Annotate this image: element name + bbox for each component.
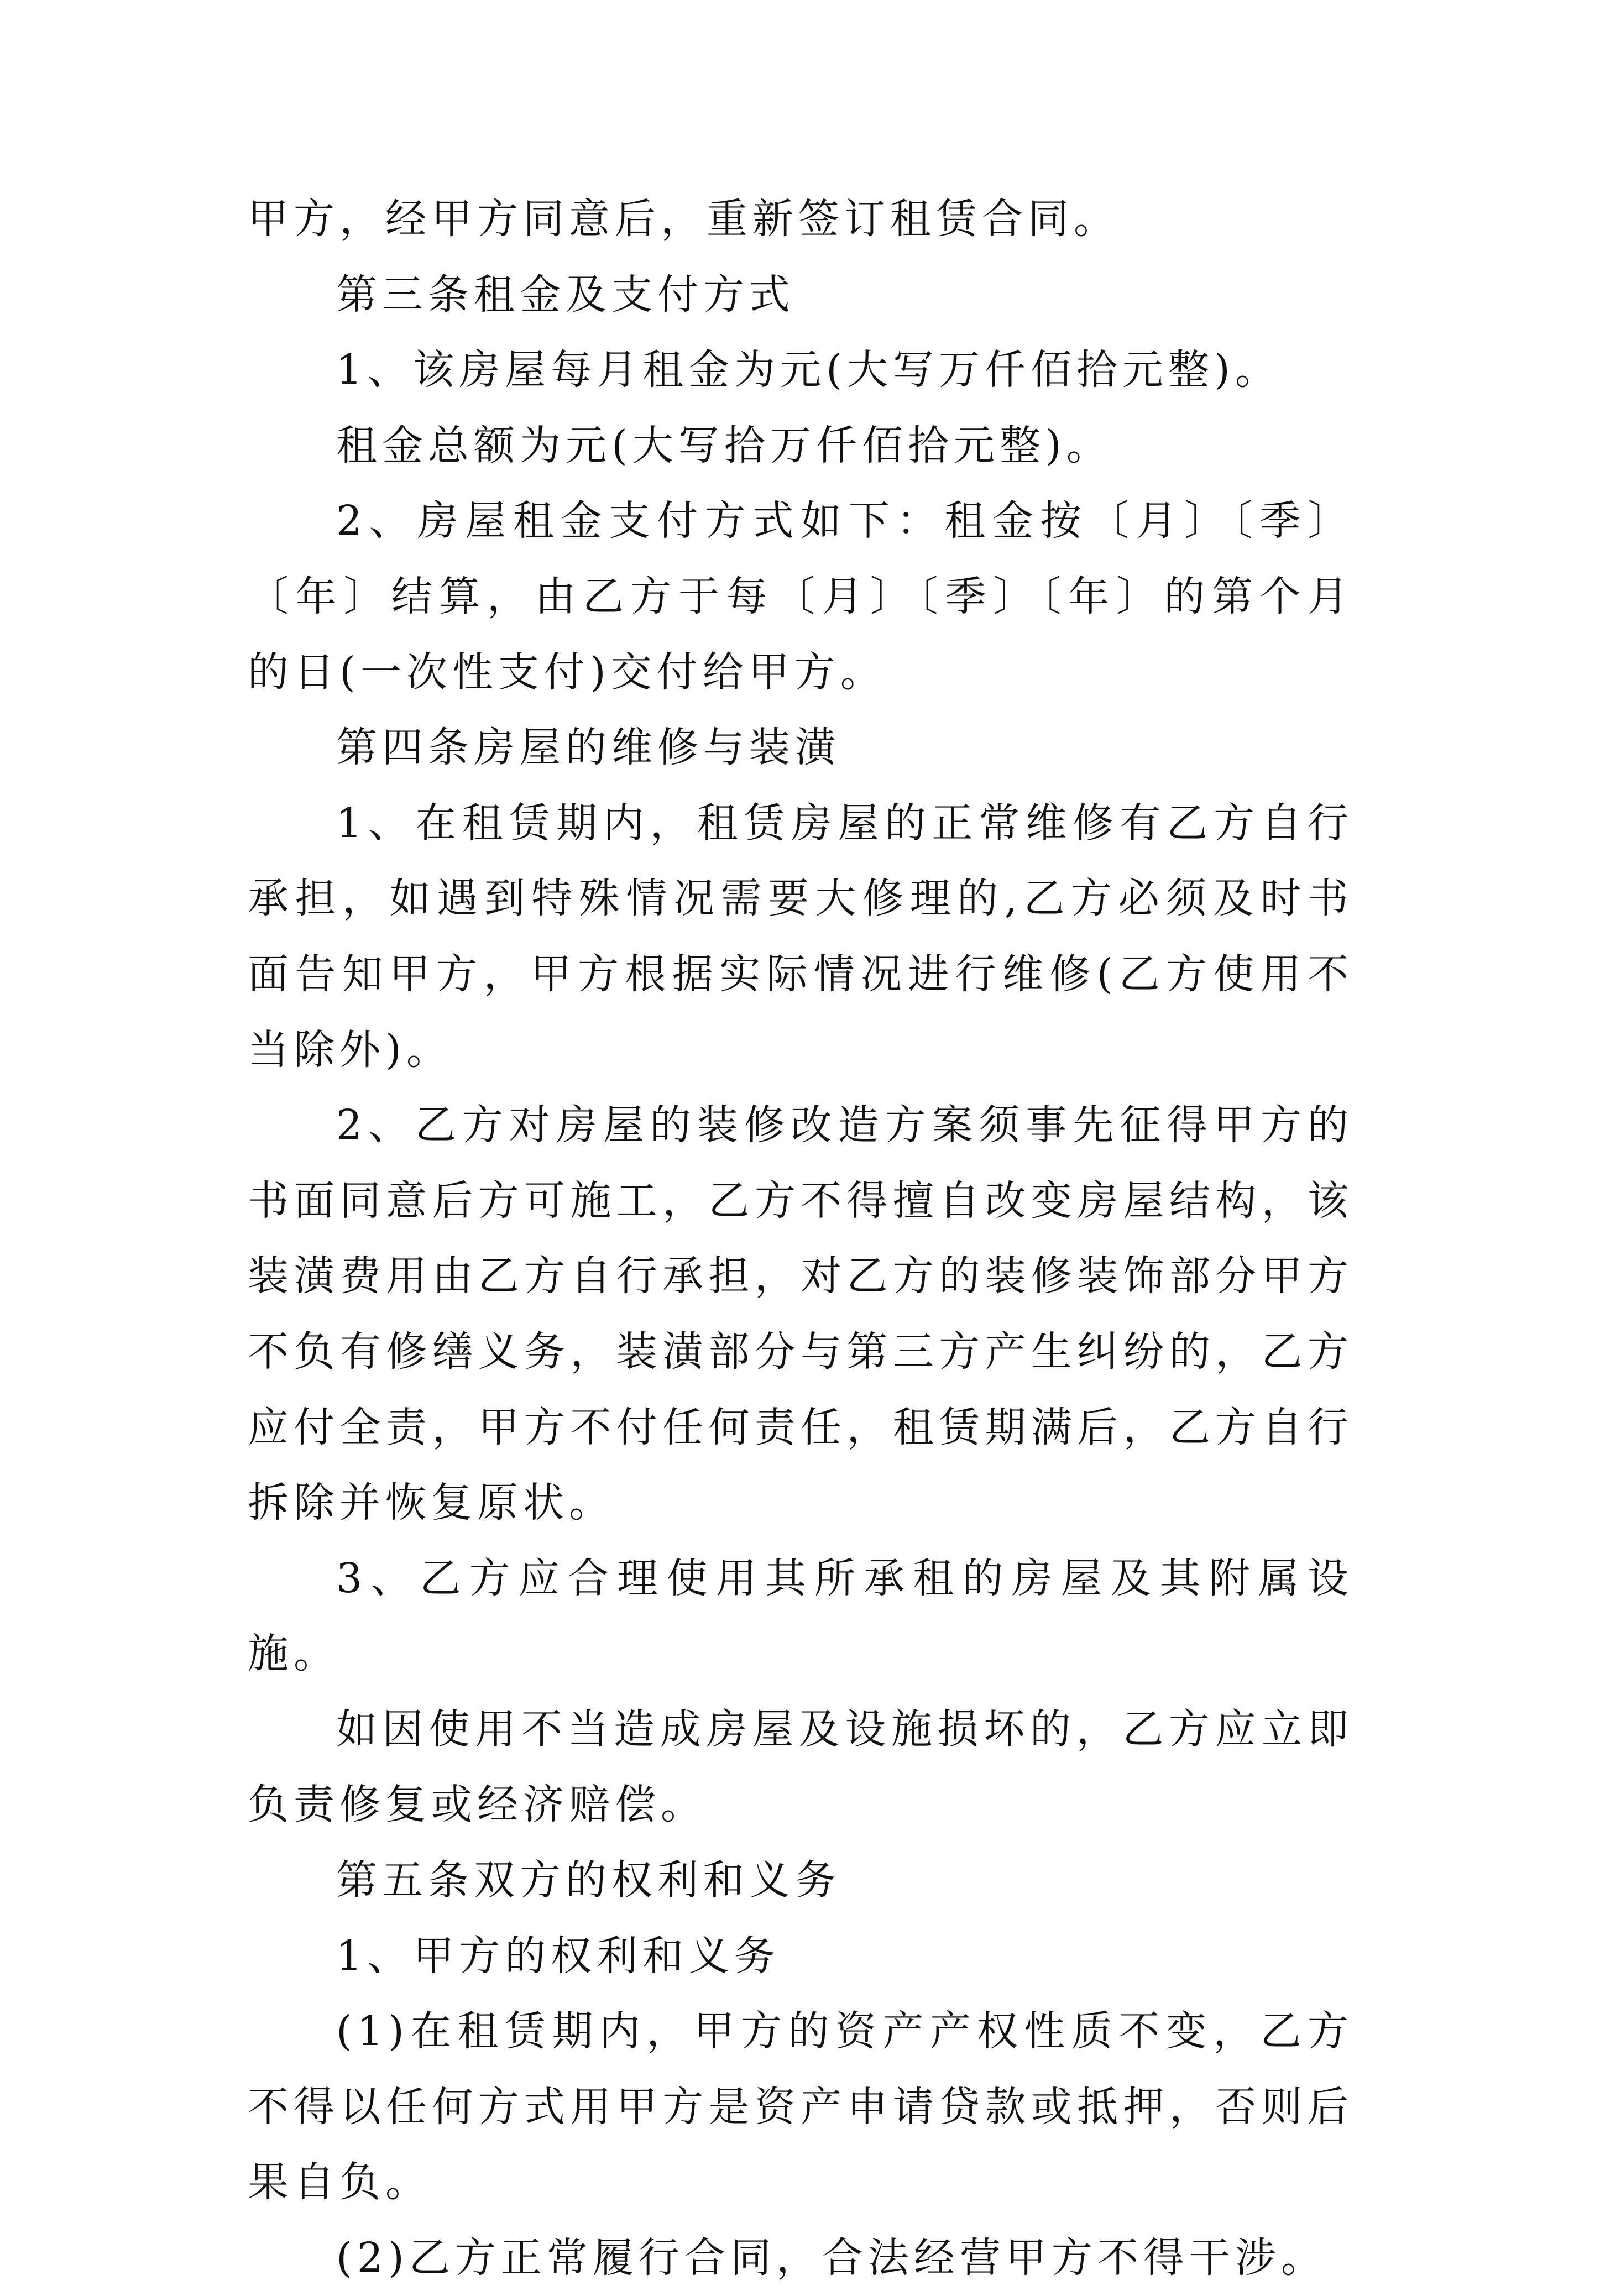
paragraph: 租金总额为元(大写拾万仟佰拾元整)。 <box>336 421 1112 469</box>
paragraph: 1、在租赁期内，租赁房屋的正常维修有乙方自行承担，如遇到特殊情况需要大修理的,乙方必须及时书面告知甲方，甲方根据实际情况进行维修(乙方使用不当除外)。 <box>248 799 1353 1074</box>
paragraph: 2、房屋租金支付方式如下：租金按〔月〕〔季〕〔年〕结算，由乙方于每〔月〕〔季〕〔年〕的第个月的日(一次性支付)交付给甲方。 <box>248 497 1353 696</box>
paragraph: 3、乙方应合理使用其所承租的房屋及其附属设施。 <box>248 1554 1353 1678</box>
paragraph: (2)乙方正常履行合同，合法经营甲方不得干涉。 <box>336 2234 1327 2282</box>
section-heading: 第三条租金及支付方式 <box>336 270 795 318</box>
paragraph: 1、该房屋每月租金为元(大写万仟佰拾元整)。 <box>336 346 1281 394</box>
paragraph: 1、甲方的权利和义务 <box>336 1932 781 1980</box>
section-heading: 第四条房屋的维修与装潢 <box>336 724 841 772</box>
paragraph: 甲方，经甲方同意后，重新签订租赁合同。 <box>248 195 1120 243</box>
paragraph: (1)在租赁期内，甲方的资产产权性质不变，乙方不得以任何方式用甲方是资产申请贷款或抵押，否则后果自负。 <box>248 2007 1353 2206</box>
section-heading: 第五条双方的权利和义务 <box>336 1856 841 1905</box>
paragraph: 2、乙方对房屋的装修改造方案须事先征得甲方的书面同意后方可施工，乙方不得擅自改变房屋结构，该装潢费用由乙方自行承担，对乙方的装修装饰部分甲方不负有修缮义务，装潢部分与第三方产生纠纷的，乙方应付全责，甲方不付任何责任，租赁期满后，乙方自行拆除并恢复原状。 <box>248 1101 1353 1527</box>
document-body <box>248 181 1353 2296</box>
paragraph: 如因使用不当造成房屋及设施损坏的，乙方应立即负责修复或经济赔偿。 <box>248 1705 1353 1829</box>
